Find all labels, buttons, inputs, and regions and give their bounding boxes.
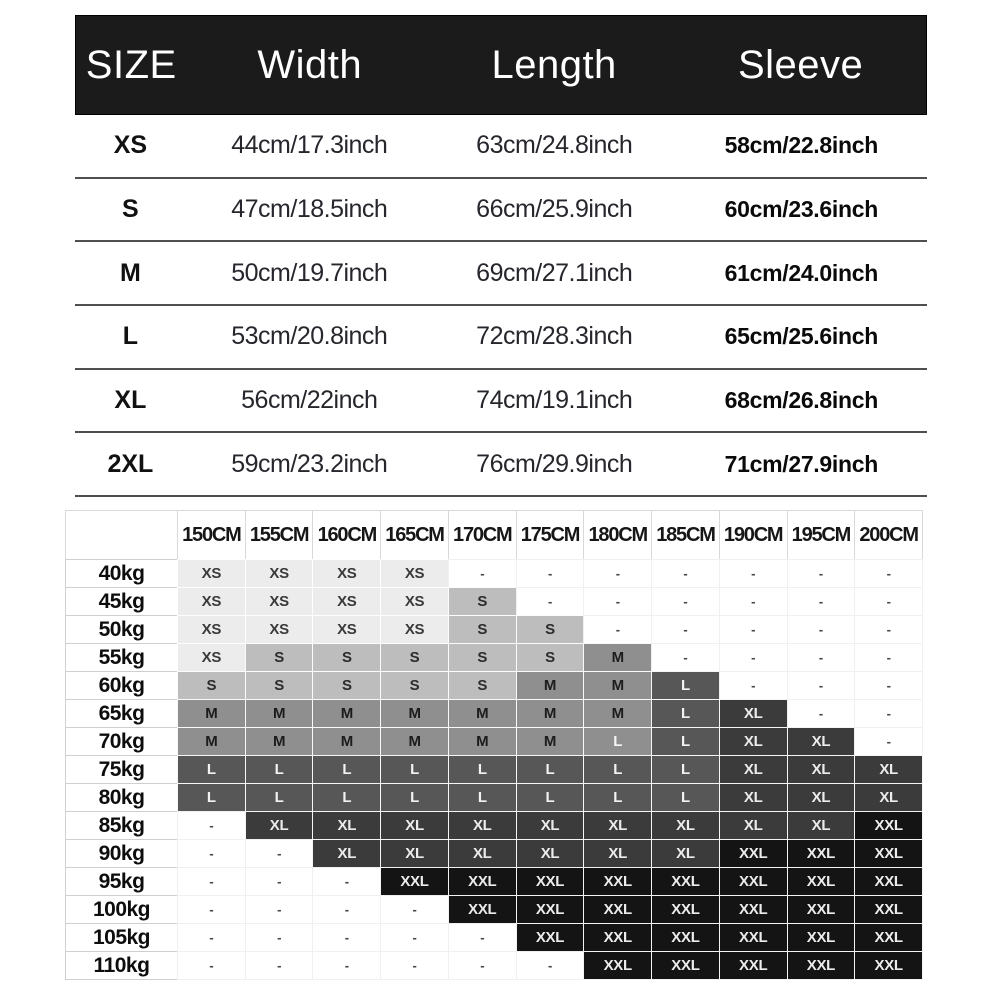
fit-cell: XXL <box>854 867 923 896</box>
fit-cell-empty: - <box>787 699 856 728</box>
height-header: 160CM <box>312 510 381 561</box>
fit-cell-empty: - <box>177 839 246 868</box>
fit-cell: XL <box>854 783 923 812</box>
fit-cell-empty: - <box>516 951 585 980</box>
fit-cell: XL <box>380 811 449 840</box>
fit-cell: L <box>651 699 720 728</box>
fit-cell: M <box>312 699 381 728</box>
fit-cell: L <box>583 783 652 812</box>
fit-cell: M <box>380 699 449 728</box>
size-value: 2XL <box>107 449 154 478</box>
length-value: 72cm/28.3inch <box>476 322 633 351</box>
fit-cell: XXL <box>854 811 923 840</box>
fit-cell: XL <box>583 811 652 840</box>
fit-cell: XL <box>651 811 720 840</box>
fit-cell: L <box>651 755 720 784</box>
length-value: 63cm/24.8inch <box>476 131 633 160</box>
fit-cell: XL <box>719 699 788 728</box>
weight-label: 60kg <box>65 671 178 700</box>
sleeve-value: 68cm/26.8inch <box>724 387 878 414</box>
length-value: 66cm/25.9inch <box>476 195 633 224</box>
size-value: XS <box>113 131 148 160</box>
width-value: 50cm/19.7inch <box>231 258 388 287</box>
fit-cell-empty: - <box>516 559 585 588</box>
fit-cell: L <box>245 755 314 784</box>
fit-cell-empty: - <box>177 811 246 840</box>
sleeve-value: 60cm/23.6inch <box>724 196 878 223</box>
fit-cell: XL <box>787 727 856 756</box>
height-header: 175CM <box>516 510 585 561</box>
size-value: M <box>119 258 141 287</box>
fit-cell-empty: - <box>380 951 449 980</box>
sleeve-value: 61cm/24.0inch <box>724 259 878 286</box>
fit-cell-empty: - <box>854 699 923 728</box>
fit-cell-empty: - <box>312 867 381 896</box>
fit-cell: XXL <box>448 895 517 924</box>
fit-cell: S <box>448 615 517 644</box>
fit-cell: XXL <box>651 951 720 980</box>
fit-cell: XXL <box>583 895 652 924</box>
size-table-row <box>75 179 927 243</box>
fit-cell: M <box>516 727 585 756</box>
fit-cell-empty: - <box>448 559 517 588</box>
fit-cell-empty: - <box>177 923 246 952</box>
fit-cell: L <box>448 783 517 812</box>
fit-cell: S <box>177 671 246 700</box>
fit-cell: L <box>583 727 652 756</box>
weight-label: 65kg <box>65 699 178 728</box>
fit-matrix-body <box>65 560 922 980</box>
fit-cell: XXL <box>719 867 788 896</box>
fit-cell: XL <box>854 755 923 784</box>
fit-cell: XL <box>448 811 517 840</box>
fit-cell: M <box>177 699 246 728</box>
fit-cell: XL <box>719 755 788 784</box>
fit-cell-empty: - <box>245 867 314 896</box>
width-value: 53cm/20.8inch <box>231 322 388 351</box>
fit-cell: XS <box>245 615 314 644</box>
fit-cell: S <box>516 643 585 672</box>
fit-cell: XXL <box>516 923 585 952</box>
fit-cell: M <box>516 671 585 700</box>
fit-cell: XXL <box>787 867 856 896</box>
fit-cell: XXL <box>651 867 720 896</box>
fit-cell: L <box>516 783 585 812</box>
fit-matrix-row <box>65 924 922 952</box>
fit-cell-empty: - <box>854 587 923 616</box>
fit-cell: XS <box>177 587 246 616</box>
fit-cell: XL <box>312 811 381 840</box>
size-table-row <box>75 115 927 179</box>
fit-cell-empty: - <box>787 587 856 616</box>
fit-matrix-row <box>65 952 922 980</box>
fit-cell: XXL <box>516 895 585 924</box>
fit-cell: M <box>583 699 652 728</box>
sleeve-value: 65cm/25.6inch <box>724 323 878 350</box>
fit-cell: L <box>583 755 652 784</box>
height-header: 200CM <box>854 510 923 561</box>
fit-cell-empty: - <box>177 895 246 924</box>
size-value: XL <box>114 386 147 415</box>
fit-cell: S <box>448 671 517 700</box>
fit-cell: M <box>312 727 381 756</box>
size-table-row <box>75 306 927 370</box>
width-value: 59cm/23.2inch <box>231 449 388 478</box>
fit-cell: L <box>516 755 585 784</box>
fit-cell: M <box>245 727 314 756</box>
height-header: 165CM <box>380 510 449 561</box>
fit-cell: XXL <box>719 951 788 980</box>
fit-cell: XL <box>719 727 788 756</box>
fit-cell: XXL <box>583 951 652 980</box>
fit-matrix-row <box>65 616 922 644</box>
fit-cell: XXL <box>719 839 788 868</box>
fit-cell: S <box>245 671 314 700</box>
fit-cell: S <box>448 587 517 616</box>
fit-matrix-row <box>65 560 922 588</box>
fit-matrix-row <box>65 784 922 812</box>
fit-cell-empty: - <box>380 923 449 952</box>
size-value: L <box>122 322 139 351</box>
fit-cell-empty: - <box>719 615 788 644</box>
fit-cell: XXL <box>583 923 652 952</box>
fit-cell-empty: - <box>448 951 517 980</box>
fit-cell: L <box>177 783 246 812</box>
fit-cell-empty: - <box>245 951 314 980</box>
fit-matrix-row <box>65 840 922 868</box>
header-length: Length <box>491 42 617 87</box>
weight-label: 55kg <box>65 643 178 672</box>
fit-cell: XXL <box>516 867 585 896</box>
fit-matrix-header-row <box>65 510 922 560</box>
length-value: 76cm/29.9inch <box>476 449 633 478</box>
fit-cell: XL <box>448 839 517 868</box>
fit-cell: L <box>651 727 720 756</box>
fit-cell: L <box>448 755 517 784</box>
fit-cell: XS <box>177 559 246 588</box>
weight-label: 75kg <box>65 755 178 784</box>
fit-cell: XL <box>312 839 381 868</box>
fit-cell: XS <box>312 559 381 588</box>
fit-cell: M <box>583 643 652 672</box>
fit-cell-empty: - <box>583 559 652 588</box>
fit-cell: XL <box>583 839 652 868</box>
fit-cell: XL <box>380 839 449 868</box>
height-header: 150CM <box>177 510 246 561</box>
fit-cell-empty: - <box>854 615 923 644</box>
fit-matrix-row <box>65 812 922 840</box>
weight-label: 90kg <box>65 839 178 868</box>
width-value: 47cm/18.5inch <box>231 195 388 224</box>
size-value: S <box>122 195 139 224</box>
fit-cell: XS <box>245 559 314 588</box>
fit-cell: L <box>312 755 381 784</box>
garment-size-table <box>75 15 927 497</box>
matrix-corner-cell <box>65 510 178 561</box>
height-header: 155CM <box>245 510 314 561</box>
fit-cell: XXL <box>719 923 788 952</box>
fit-cell: XXL <box>787 839 856 868</box>
fit-cell: XL <box>516 811 585 840</box>
fit-cell-empty: - <box>651 559 720 588</box>
width-value: 56cm/22inch <box>241 386 378 415</box>
length-value: 74cm/19.1inch <box>476 386 633 415</box>
fit-cell: M <box>583 671 652 700</box>
fit-cell: XL <box>719 811 788 840</box>
fit-cell: S <box>312 671 381 700</box>
fit-matrix-row <box>65 700 922 728</box>
fit-matrix-row <box>65 756 922 784</box>
fit-cell: L <box>380 783 449 812</box>
height-weight-fit-matrix <box>65 510 922 980</box>
fit-cell: M <box>448 727 517 756</box>
fit-cell-empty: - <box>719 671 788 700</box>
fit-cell: XXL <box>583 867 652 896</box>
fit-cell: XS <box>245 587 314 616</box>
fit-cell: XS <box>177 615 246 644</box>
fit-cell: M <box>516 699 585 728</box>
fit-cell: XXL <box>854 923 923 952</box>
fit-cell: XXL <box>854 839 923 868</box>
fit-cell-empty: - <box>719 559 788 588</box>
height-header: 170CM <box>448 510 517 561</box>
fit-cell: XXL <box>787 951 856 980</box>
fit-cell: XXL <box>787 923 856 952</box>
weight-label: 50kg <box>65 615 178 644</box>
fit-cell: L <box>177 755 246 784</box>
fit-cell: S <box>380 643 449 672</box>
weight-label: 45kg <box>65 587 178 616</box>
length-value: 69cm/27.1inch <box>476 258 633 287</box>
fit-cell: XXL <box>651 895 720 924</box>
fit-cell-empty: - <box>854 727 923 756</box>
sleeve-value: 58cm/22.8inch <box>724 132 878 159</box>
fit-cell-empty: - <box>177 951 246 980</box>
fit-cell: XL <box>651 839 720 868</box>
fit-cell: L <box>380 755 449 784</box>
fit-cell: XS <box>380 559 449 588</box>
fit-cell-empty: - <box>854 671 923 700</box>
height-header: 185CM <box>651 510 720 561</box>
fit-cell: XL <box>516 839 585 868</box>
fit-cell: XS <box>380 587 449 616</box>
fit-cell-empty: - <box>583 615 652 644</box>
fit-cell-empty: - <box>651 643 720 672</box>
fit-cell-empty: - <box>787 643 856 672</box>
weight-label: 70kg <box>65 727 178 756</box>
header-width: Width <box>257 42 363 87</box>
size-table-body <box>75 115 927 497</box>
header-size: SIZE <box>85 42 177 87</box>
fit-matrix-row <box>65 672 922 700</box>
fit-cell-empty: - <box>312 895 381 924</box>
fit-cell-empty: - <box>651 615 720 644</box>
weight-label: 80kg <box>65 783 178 812</box>
fit-cell: S <box>245 643 314 672</box>
fit-cell: L <box>312 783 381 812</box>
fit-cell: XL <box>787 811 856 840</box>
weight-label: 110kg <box>65 951 178 980</box>
fit-cell-empty: - <box>854 643 923 672</box>
height-header: 180CM <box>583 510 652 561</box>
sleeve-value: 71cm/27.9inch <box>724 450 878 477</box>
fit-cell-empty: - <box>516 587 585 616</box>
weight-label: 85kg <box>65 811 178 840</box>
fit-cell: XXL <box>719 895 788 924</box>
fit-cell-empty: - <box>380 895 449 924</box>
fit-matrix-row <box>65 588 922 616</box>
fit-matrix-row <box>65 644 922 672</box>
weight-label: 95kg <box>65 867 178 896</box>
fit-cell: XXL <box>448 867 517 896</box>
fit-cell-empty: - <box>583 587 652 616</box>
fit-cell: M <box>448 699 517 728</box>
header-sleeve: Sleeve <box>737 42 864 87</box>
fit-cell-empty: - <box>177 867 246 896</box>
fit-cell: L <box>651 783 720 812</box>
size-table-row <box>75 242 927 306</box>
size-table-row <box>75 370 927 434</box>
fit-cell-empty: - <box>787 671 856 700</box>
fit-cell: XXL <box>854 895 923 924</box>
weight-label: 40kg <box>65 559 178 588</box>
fit-cell-empty: - <box>787 559 856 588</box>
fit-cell: L <box>245 783 314 812</box>
fit-cell: XXL <box>787 895 856 924</box>
fit-cell: XXL <box>651 923 720 952</box>
fit-cell-empty: - <box>312 923 381 952</box>
fit-cell: L <box>651 671 720 700</box>
weight-label: 100kg <box>65 895 178 924</box>
fit-cell: XS <box>380 615 449 644</box>
fit-cell: S <box>448 643 517 672</box>
fit-cell: XS <box>312 615 381 644</box>
fit-cell-empty: - <box>245 895 314 924</box>
fit-cell: XL <box>245 811 314 840</box>
fit-matrix-row <box>65 728 922 756</box>
fit-cell: XXL <box>380 867 449 896</box>
fit-cell: M <box>380 727 449 756</box>
fit-cell: XS <box>312 587 381 616</box>
fit-cell-empty: - <box>245 839 314 868</box>
fit-cell-empty: - <box>448 923 517 952</box>
fit-cell: XL <box>787 783 856 812</box>
fit-cell-empty: - <box>719 643 788 672</box>
weight-label: 105kg <box>65 923 178 952</box>
height-header: 190CM <box>719 510 788 561</box>
fit-cell: S <box>380 671 449 700</box>
fit-cell: XXL <box>854 951 923 980</box>
width-value: 44cm/17.3inch <box>231 131 388 160</box>
fit-cell: M <box>245 699 314 728</box>
fit-cell: XL <box>787 755 856 784</box>
fit-cell-empty: - <box>854 559 923 588</box>
fit-matrix-row <box>65 896 922 924</box>
size-table-header <box>75 15 927 115</box>
fit-cell-empty: - <box>312 951 381 980</box>
fit-cell-empty: - <box>651 587 720 616</box>
size-table-row <box>75 433 927 497</box>
fit-cell: S <box>516 615 585 644</box>
fit-cell: S <box>312 643 381 672</box>
height-header: 195CM <box>787 510 856 561</box>
fit-cell: M <box>177 727 246 756</box>
fit-cell: XS <box>177 643 246 672</box>
fit-cell: XL <box>719 783 788 812</box>
fit-cell-empty: - <box>245 923 314 952</box>
fit-matrix-row <box>65 868 922 896</box>
fit-cell-empty: - <box>719 587 788 616</box>
fit-cell-empty: - <box>787 615 856 644</box>
